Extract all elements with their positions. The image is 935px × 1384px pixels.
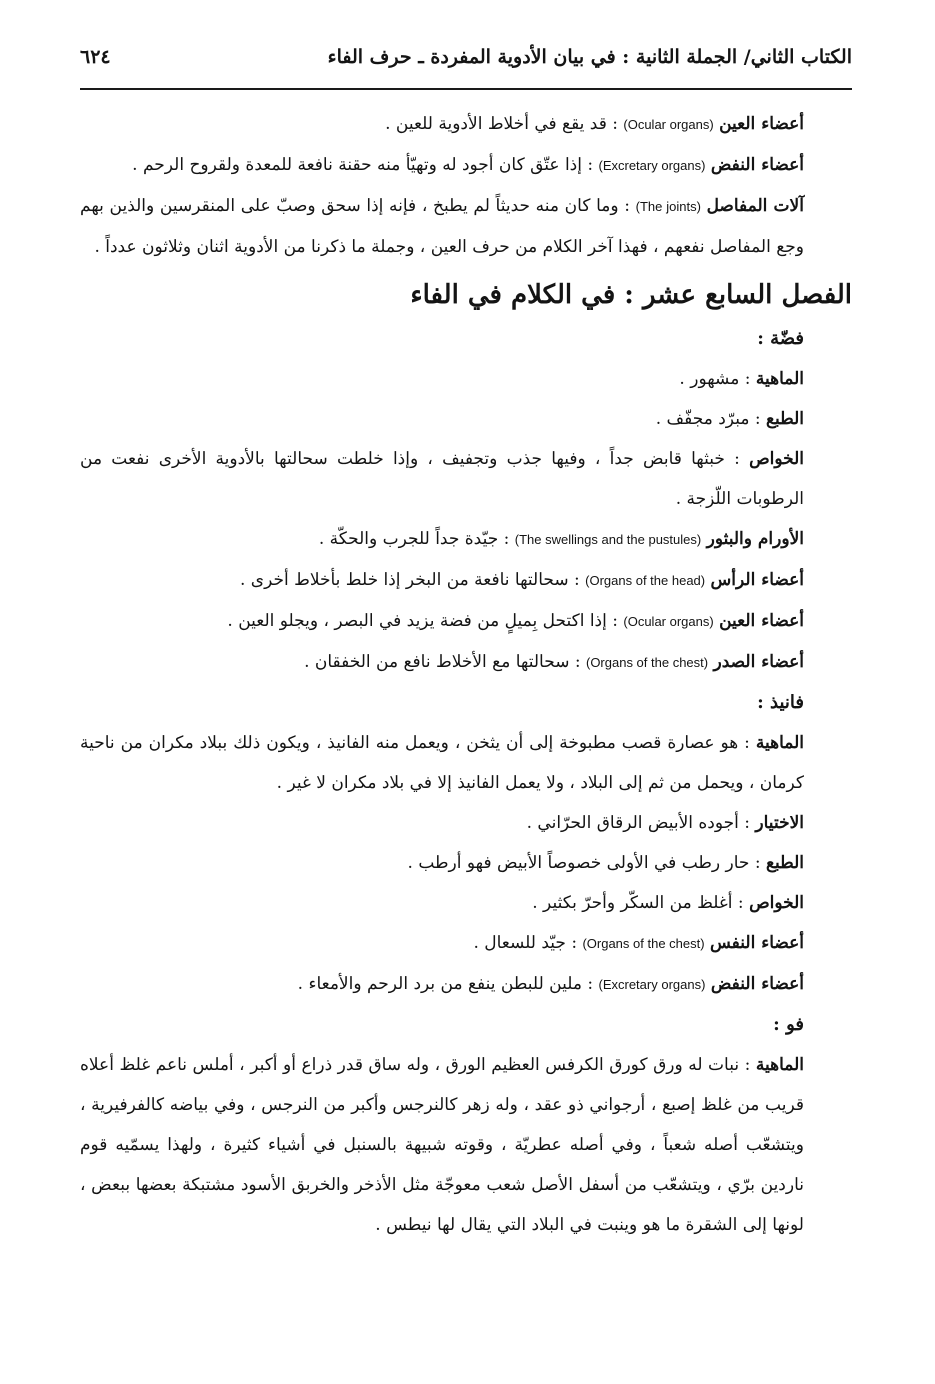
term: أعضاء الرأس (710, 570, 804, 590)
running-header (80, 40, 852, 74)
latin-term: (Excretary organs) (598, 977, 706, 992)
chapter-title: الفصل السابع عشر : في الكلام في الفاء (410, 280, 852, 310)
term: الخواص (749, 449, 804, 469)
entry-heading: فضّة : (757, 328, 804, 349)
entry-text: : جيّدة جداً للجرب والحكّة . (318, 529, 515, 549)
latin-term: (Ocular organs) (623, 614, 714, 629)
entry-text: : جيّد للسعال . (473, 933, 583, 953)
paragraph-joints (80, 186, 852, 267)
term: أعضاء النفض (710, 974, 804, 994)
entry-line (80, 923, 852, 964)
entry-text: : سحالتها نافعة من البخر إذا خلط بأخلاط أخرى . (239, 570, 586, 590)
term: الطبع (765, 853, 804, 873)
latin-term: (Ocular organs) (623, 117, 714, 132)
entry-text: : مشهور . (679, 369, 756, 389)
entry-line (80, 601, 852, 642)
latin-term: (The joints) (635, 199, 701, 214)
term: الخواص (749, 893, 804, 913)
term: الماهية (755, 369, 804, 389)
entry-text: : ملين للبطن ينفع من برد الرحم والأمعاء . (297, 974, 599, 994)
paragraph-text: : قد يقع في أخلاط الأدوية للعين . (385, 114, 624, 134)
latin-term: (Organs of the chest) (585, 655, 709, 670)
page-body (80, 104, 852, 1245)
entry-heading: فانيذ : (757, 692, 804, 713)
entry-line (80, 642, 852, 683)
entry-line (80, 964, 852, 1005)
entry-text: : نبات له ورق كورق الكرفس العظيم الورق ، وله ساق قدر ذراع أو أكبر ، أملس ناعم غلظ أعلاه قريب من غلظ إصبع ، أرجواني ذو عقد ، وله زهر كالنرجس وأكبر من النرجس ، وفي بياضه كالفرفيرية ، ويتشعّب أصله شعباً ، وفي أصله عطريّة ، وقوته شبيهة بالسنبل في أشياء كثيرة ، ولهذا يسمّيه قوم ناردين برّي ، ويتشعّب من أسفل الأصل شعب معوجّة مثل الأذخر والخربق الأسود مشتبكة بعضها ببعض ، لونها إلى الشقرة ما هو وينبت في البلاد التي يقال لها نيطس . (80, 1055, 804, 1235)
entry-line (80, 883, 852, 923)
term: أعضاء العين (719, 611, 804, 631)
paragraph-text: : وما كان منه حديثاً لم يطبخ ، فإنه إذا سحق وصبّ على المنقرسين والذين بهم وجع المفاصل نفعهم ، فهذا آخر الكلام من حرف العين ، وجملة ما ذكرنا من الأدوية اثنان وثلاثون عدداً . (80, 196, 804, 257)
header-rule (80, 88, 852, 90)
entry-text: : إذا اكتحل بِميلٍ من فضة يزيد في البصر ، ويجلو العين . (227, 611, 624, 631)
entry-line (80, 519, 852, 560)
entry-line (80, 843, 852, 883)
entry-text: : مبرّد مجفّف . (655, 409, 766, 429)
latin-term: (Organs of the chest) (582, 936, 705, 951)
term: أعضاء الصدر (713, 652, 804, 672)
entry-text: : سحالتها مع الأخلاط نافع من الخفقان . (304, 652, 586, 672)
term: أعضاء العين (719, 114, 804, 134)
entry-line (80, 803, 852, 843)
term: الاختيار (755, 813, 804, 833)
entry-line (80, 399, 852, 439)
term: الماهية (755, 733, 804, 753)
paragraph-ocular (80, 104, 852, 145)
entry-line (80, 560, 852, 601)
entry-text: : أغلظ من السكّر وأحرّ بكثير . (532, 893, 750, 913)
entry-line (80, 359, 852, 399)
paragraph-text: : إذا عتّق كان أجود له وتهيّأ منه حقنة نافعة للمعدة ولقروح الرحم . (132, 155, 599, 175)
running-title: الكتاب الثاني/ الجملة الثانية : في بيان الأدوية المفردة ـ حرف الفاء (327, 46, 852, 68)
latin-term: (The swellings and the pustules) (514, 532, 702, 547)
latin-term: (Organs of the head) (585, 573, 706, 588)
entry-text: : أجوده الأبيض الرقاق الحرّاني . (526, 813, 756, 833)
entry-heading: فو : (773, 1014, 804, 1035)
entry-text: : هو عصارة قصب مطبوخة إلى أن يثخن ، ويعمل منه الفانيذ ، ويكون ذلك ببلاد مكران من ناحية كرمان ، ويحمل من ثم إلى البلاد ، ولا يعمل الفانيذ إلا في بلاد مكران لا غير . (80, 733, 804, 793)
entry-line (80, 439, 852, 519)
paragraph-excretory (80, 145, 852, 186)
term: أعضاء النفض (710, 155, 804, 175)
entry-text: : حار رطب في الأولى خصوصاً الأبيض فهو أرطب . (407, 853, 766, 873)
term: آلات المفاصل (706, 196, 804, 216)
page-number: ٦٢٤ (80, 46, 111, 68)
entry-text: : خبثها قابض جداً ، وفيها جذب وتجفيف ، وإذا خلطت سحالتها بالأدوية الأخرى نفعت من الرطوبات اللّزجة . (80, 449, 804, 509)
term: أعضاء النفس (709, 933, 804, 953)
term: الأورام والبثور (706, 529, 804, 549)
latin-term: (Excretary organs) (598, 158, 706, 173)
term: الماهية (755, 1055, 804, 1075)
term: الطبع (765, 409, 804, 429)
entry-line (80, 1045, 852, 1245)
entry-line (80, 723, 852, 803)
